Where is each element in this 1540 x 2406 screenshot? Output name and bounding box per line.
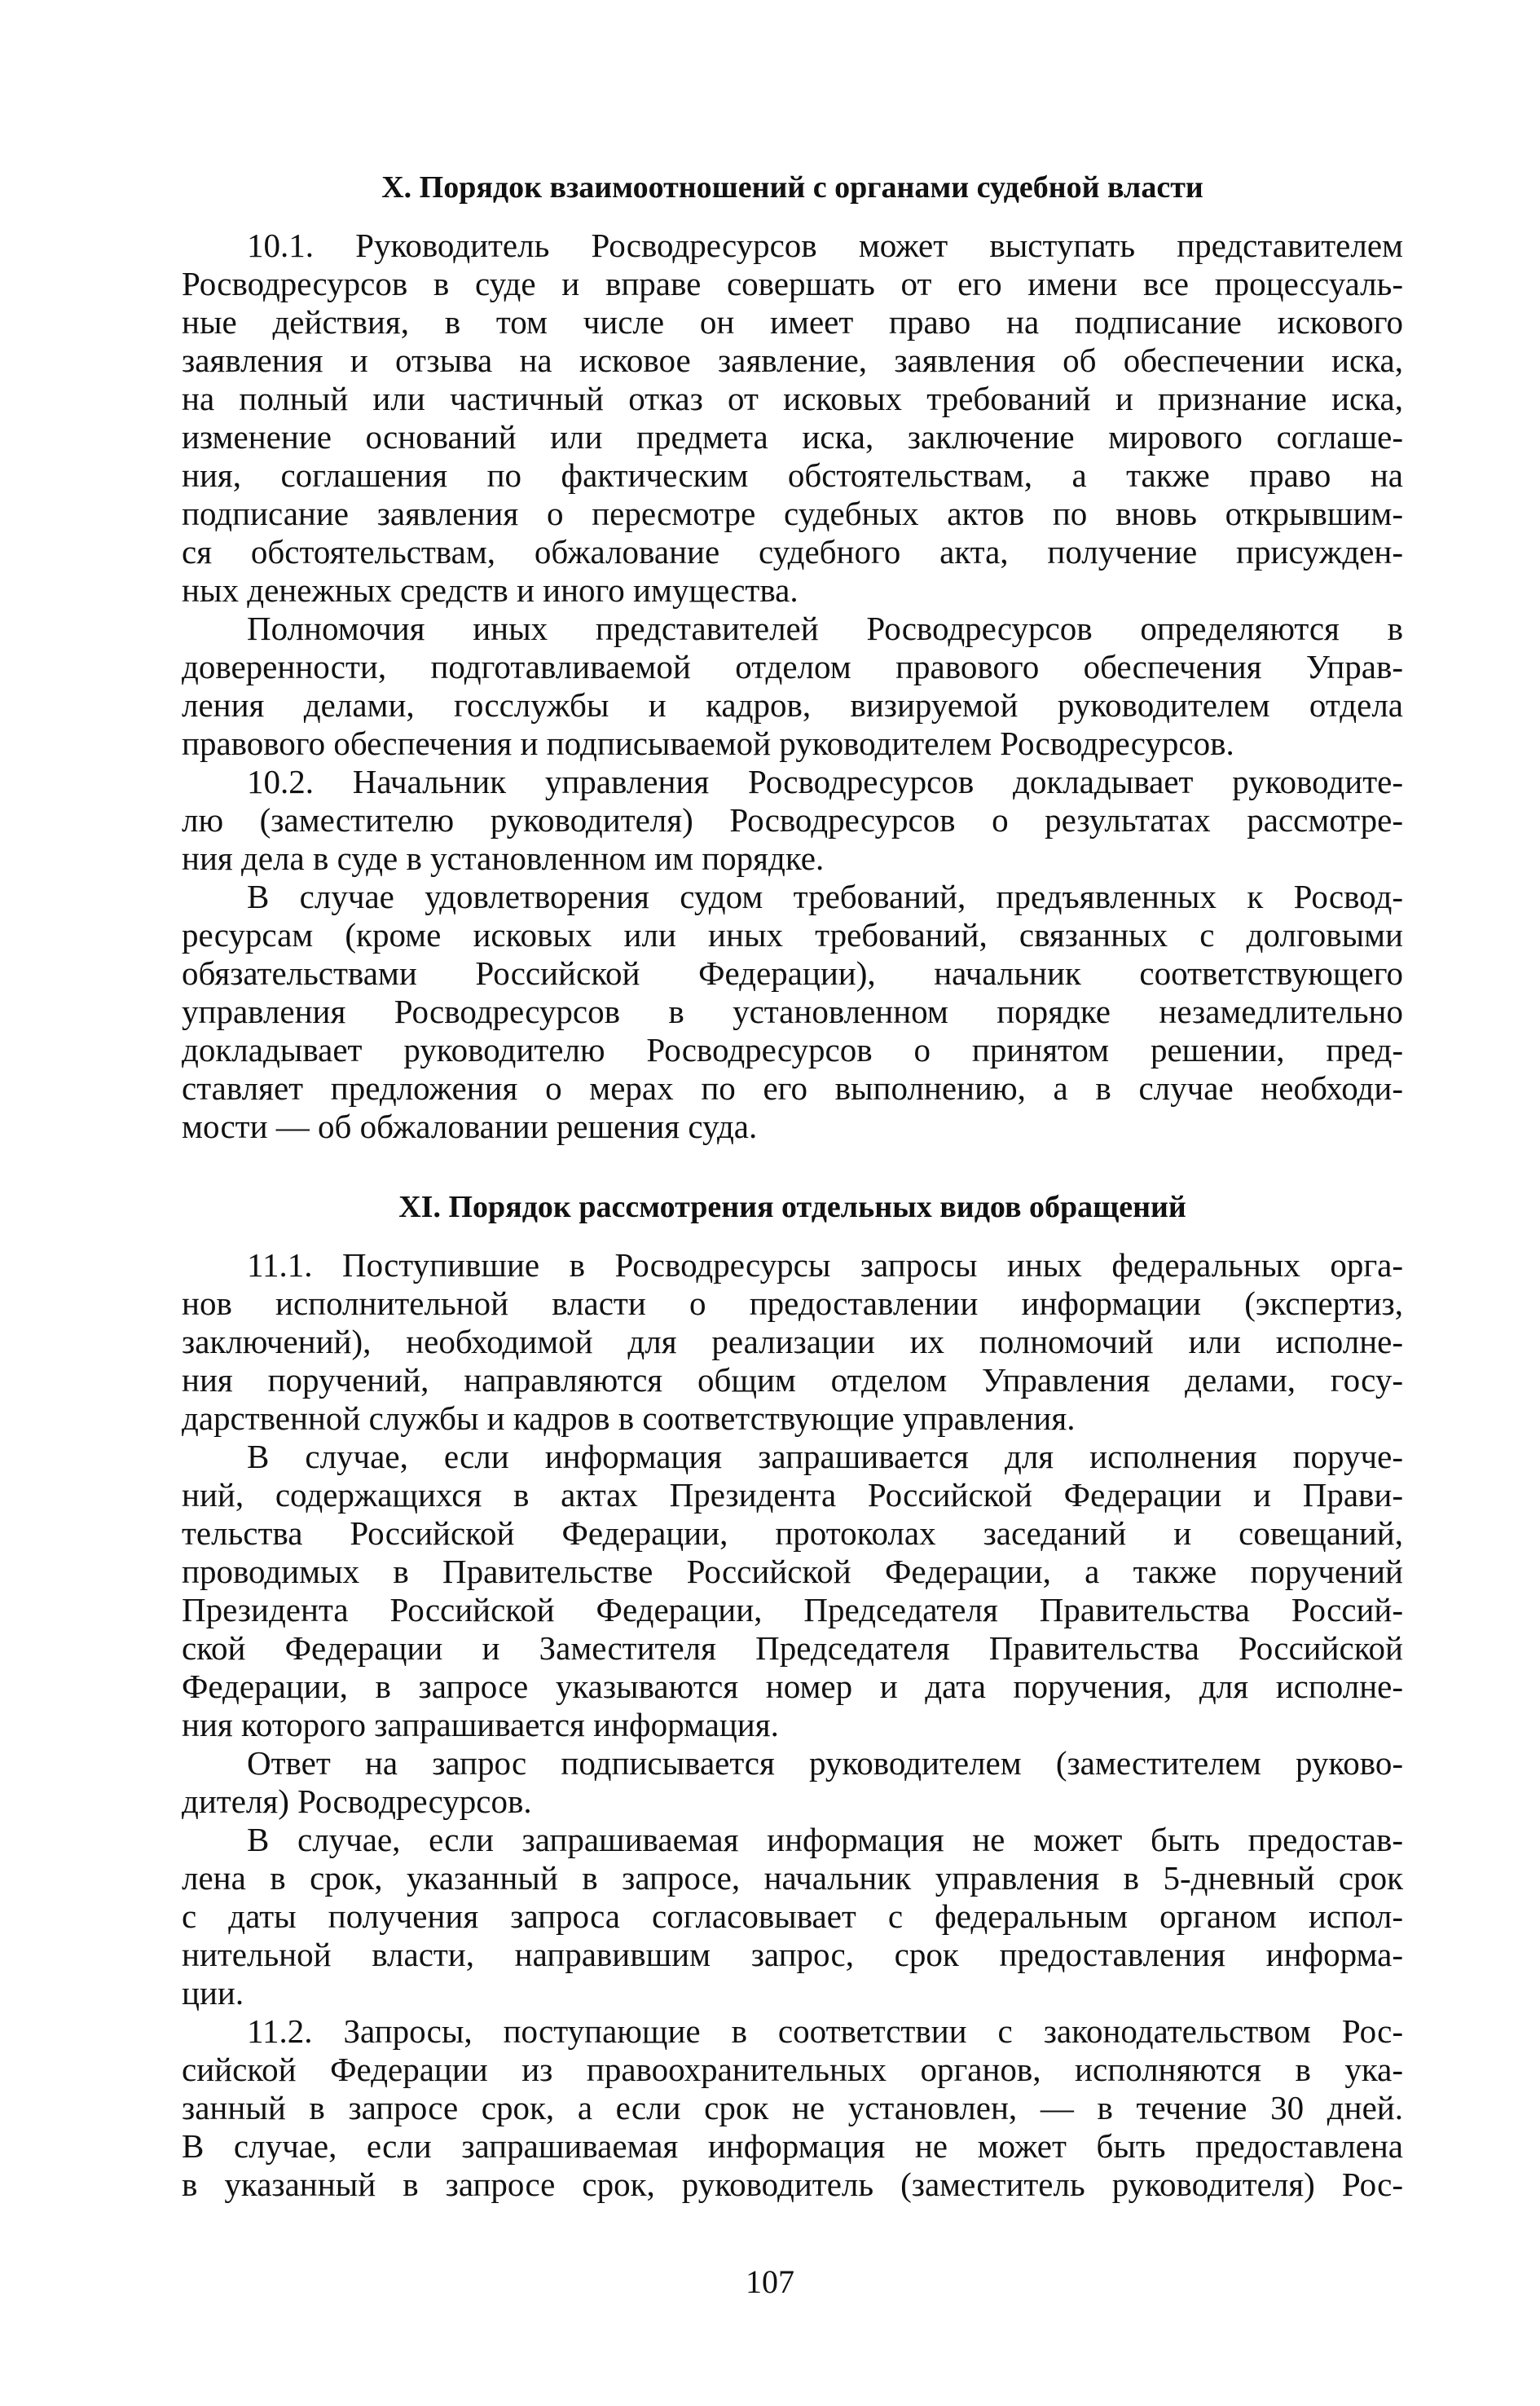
text-line: нов исполнительной власти о предоставлении информации (экспертиз, [182, 1285, 1403, 1322]
text-line: нительной власти, направившим запрос, срок предоставления информа- [182, 1936, 1403, 1973]
text-line: с даты получения запроса согласовывает с федеральным органом испол- [182, 1897, 1403, 1935]
text-line: управления Росводресурсов в установленном порядке незамедлительно [182, 993, 1403, 1030]
paragraph [182, 2012, 1403, 2204]
section-heading: X. Порядок взаимоотношений с органами судебной власти [381, 170, 1203, 205]
text-line: ния, соглашения по фактическим обстоятельствам, а также право на [182, 456, 1403, 494]
text-line: правового обеспечения и подписываемой руководителем Росводресурсов. [182, 725, 1234, 762]
text-line: подписание заявления о пересмотре судебных актов по вновь открывшим- [182, 495, 1403, 532]
text-line: В случае, если запрашиваемая информация не может быть предостав- [247, 1821, 1403, 1858]
text-line: заявления и отзыва на исковое заявление, заявления об обеспечении иска, [182, 342, 1403, 379]
text-line: заключений), необходимой для реализации их полномочий или исполне- [182, 1323, 1403, 1360]
text-line: ных денежных средств и иного имущества. [182, 571, 799, 609]
text-line: 10.1. Руководитель Росводресурсов может выступать представителем [247, 227, 1403, 264]
text-line: доверенности, подготавливаемой отделом правового обеспечения Управ- [182, 648, 1403, 685]
text-line: проводимых в Правительстве Российской Федерации, а также поручений [182, 1553, 1403, 1590]
text-line: лю (заместителю руководителя) Росводресурсов о результатах рассмотре- [182, 801, 1403, 839]
page-number: 107 [746, 2263, 794, 2300]
text-line: Президента Российской Федерации, Председателя Правительства Россий- [182, 1591, 1403, 1628]
text-line: ресурсам (кроме исковых или иных требований, связанных с долговыми [182, 916, 1403, 954]
text-line: ния поручений, направляются общим отделом Управления делами, госу- [182, 1361, 1403, 1399]
text-line: 11.2. Запросы, поступающие в соответствии с законодательством Рос- [247, 2012, 1403, 2050]
text-line: ния дела в суде в установленном им порядке. [182, 839, 825, 877]
text-line: обязательствами Российской Федерации), начальник соответствующего [182, 954, 1403, 992]
text-line: дителя) Росводресурсов. [182, 1782, 532, 1820]
text-line: В случае, если запрашиваемая информация не может быть предоставлена [182, 2127, 1403, 2165]
text-line: на полный или частичный отказ от исковых требований и признание иска, [182, 380, 1403, 417]
text-line: тельства Российской Федерации, протоколах заседаний и совещаний, [182, 1514, 1403, 1552]
text-line: В случае, если информация запрашивается для исполнения поруче- [247, 1438, 1403, 1475]
text-line: Ответ на запрос подписывается руководителем (заместителем руково- [247, 1744, 1403, 1782]
paragraph [182, 878, 1403, 1146]
paragraph [182, 1438, 1403, 1744]
paragraph [182, 1821, 1403, 2012]
text-line: ления делами, госслужбы и кадров, визируемой руководителем отдела [182, 686, 1403, 724]
text-line: докладывает руководителю Росводресурсов о принятом решении, пред- [182, 1031, 1403, 1069]
document-page [182, 167, 1403, 2204]
text-line: дарственной службы и кадров в соответствующие управления. [182, 1399, 1076, 1437]
text-line: мости — об обжаловании решения суда. [182, 1108, 758, 1145]
text-line: В случае удовлетворения судом требований, предъявленных к Росвод- [247, 878, 1403, 915]
text-line: сийской Федерации из правоохранительных органов, исполняются в ука- [182, 2051, 1403, 2088]
text-line: занный в запросе срок, а если срок не установлен, — в течение 30 дней. [182, 2089, 1403, 2126]
text-line: ся обстоятельствам, обжалование судебного акта, получение присужден- [182, 533, 1403, 571]
paragraph [182, 610, 1403, 763]
text-line: ской Федерации и Заместителя Председателя Правительства Российской [182, 1629, 1403, 1667]
text-line: ции. [182, 1974, 244, 2012]
text-line: Полномочия иных представителей Росводресурсов определяются в [247, 610, 1403, 647]
text-line: Росводресурсов в суде и вправе совершать от его имени все процессуаль- [182, 265, 1403, 302]
text-line: ставляет предложения о мерах по его выполнению, а в случае необходи- [182, 1069, 1403, 1107]
section-heading: XI. Порядок рассмотрения отдельных видов обращений [398, 1190, 1186, 1224]
paragraph [182, 763, 1403, 878]
text-line: Федерации, в запросе указываются номер и дата поручения, для исполне- [182, 1668, 1403, 1705]
paragraph [182, 1246, 1403, 1438]
text-line: 11.1. Поступившие в Росводресурсы запросы иных федеральных орга- [247, 1246, 1403, 1284]
text-line: ний, содержащихся в актах Президента Российской Федерации и Прави- [182, 1476, 1403, 1514]
text-line: лена в срок, указанный в запросе, начальник управления в 5-дневный срок [182, 1859, 1403, 1897]
text-line: ния которого запрашивается информация. [182, 1706, 779, 1743]
text-line: ные действия, в том числе он имеет право на подписание искового [182, 303, 1403, 341]
text-line: в указанный в запросе срок, руководитель (заместитель руководителя) Рос- [182, 2166, 1403, 2203]
text-line: изменение оснований или предмета иска, заключение мирового соглаше- [182, 418, 1403, 456]
paragraph [182, 227, 1403, 610]
paragraph [182, 1744, 1403, 1821]
text-line: 10.2. Начальник управления Росводресурсов докладывает руководите- [247, 763, 1403, 800]
